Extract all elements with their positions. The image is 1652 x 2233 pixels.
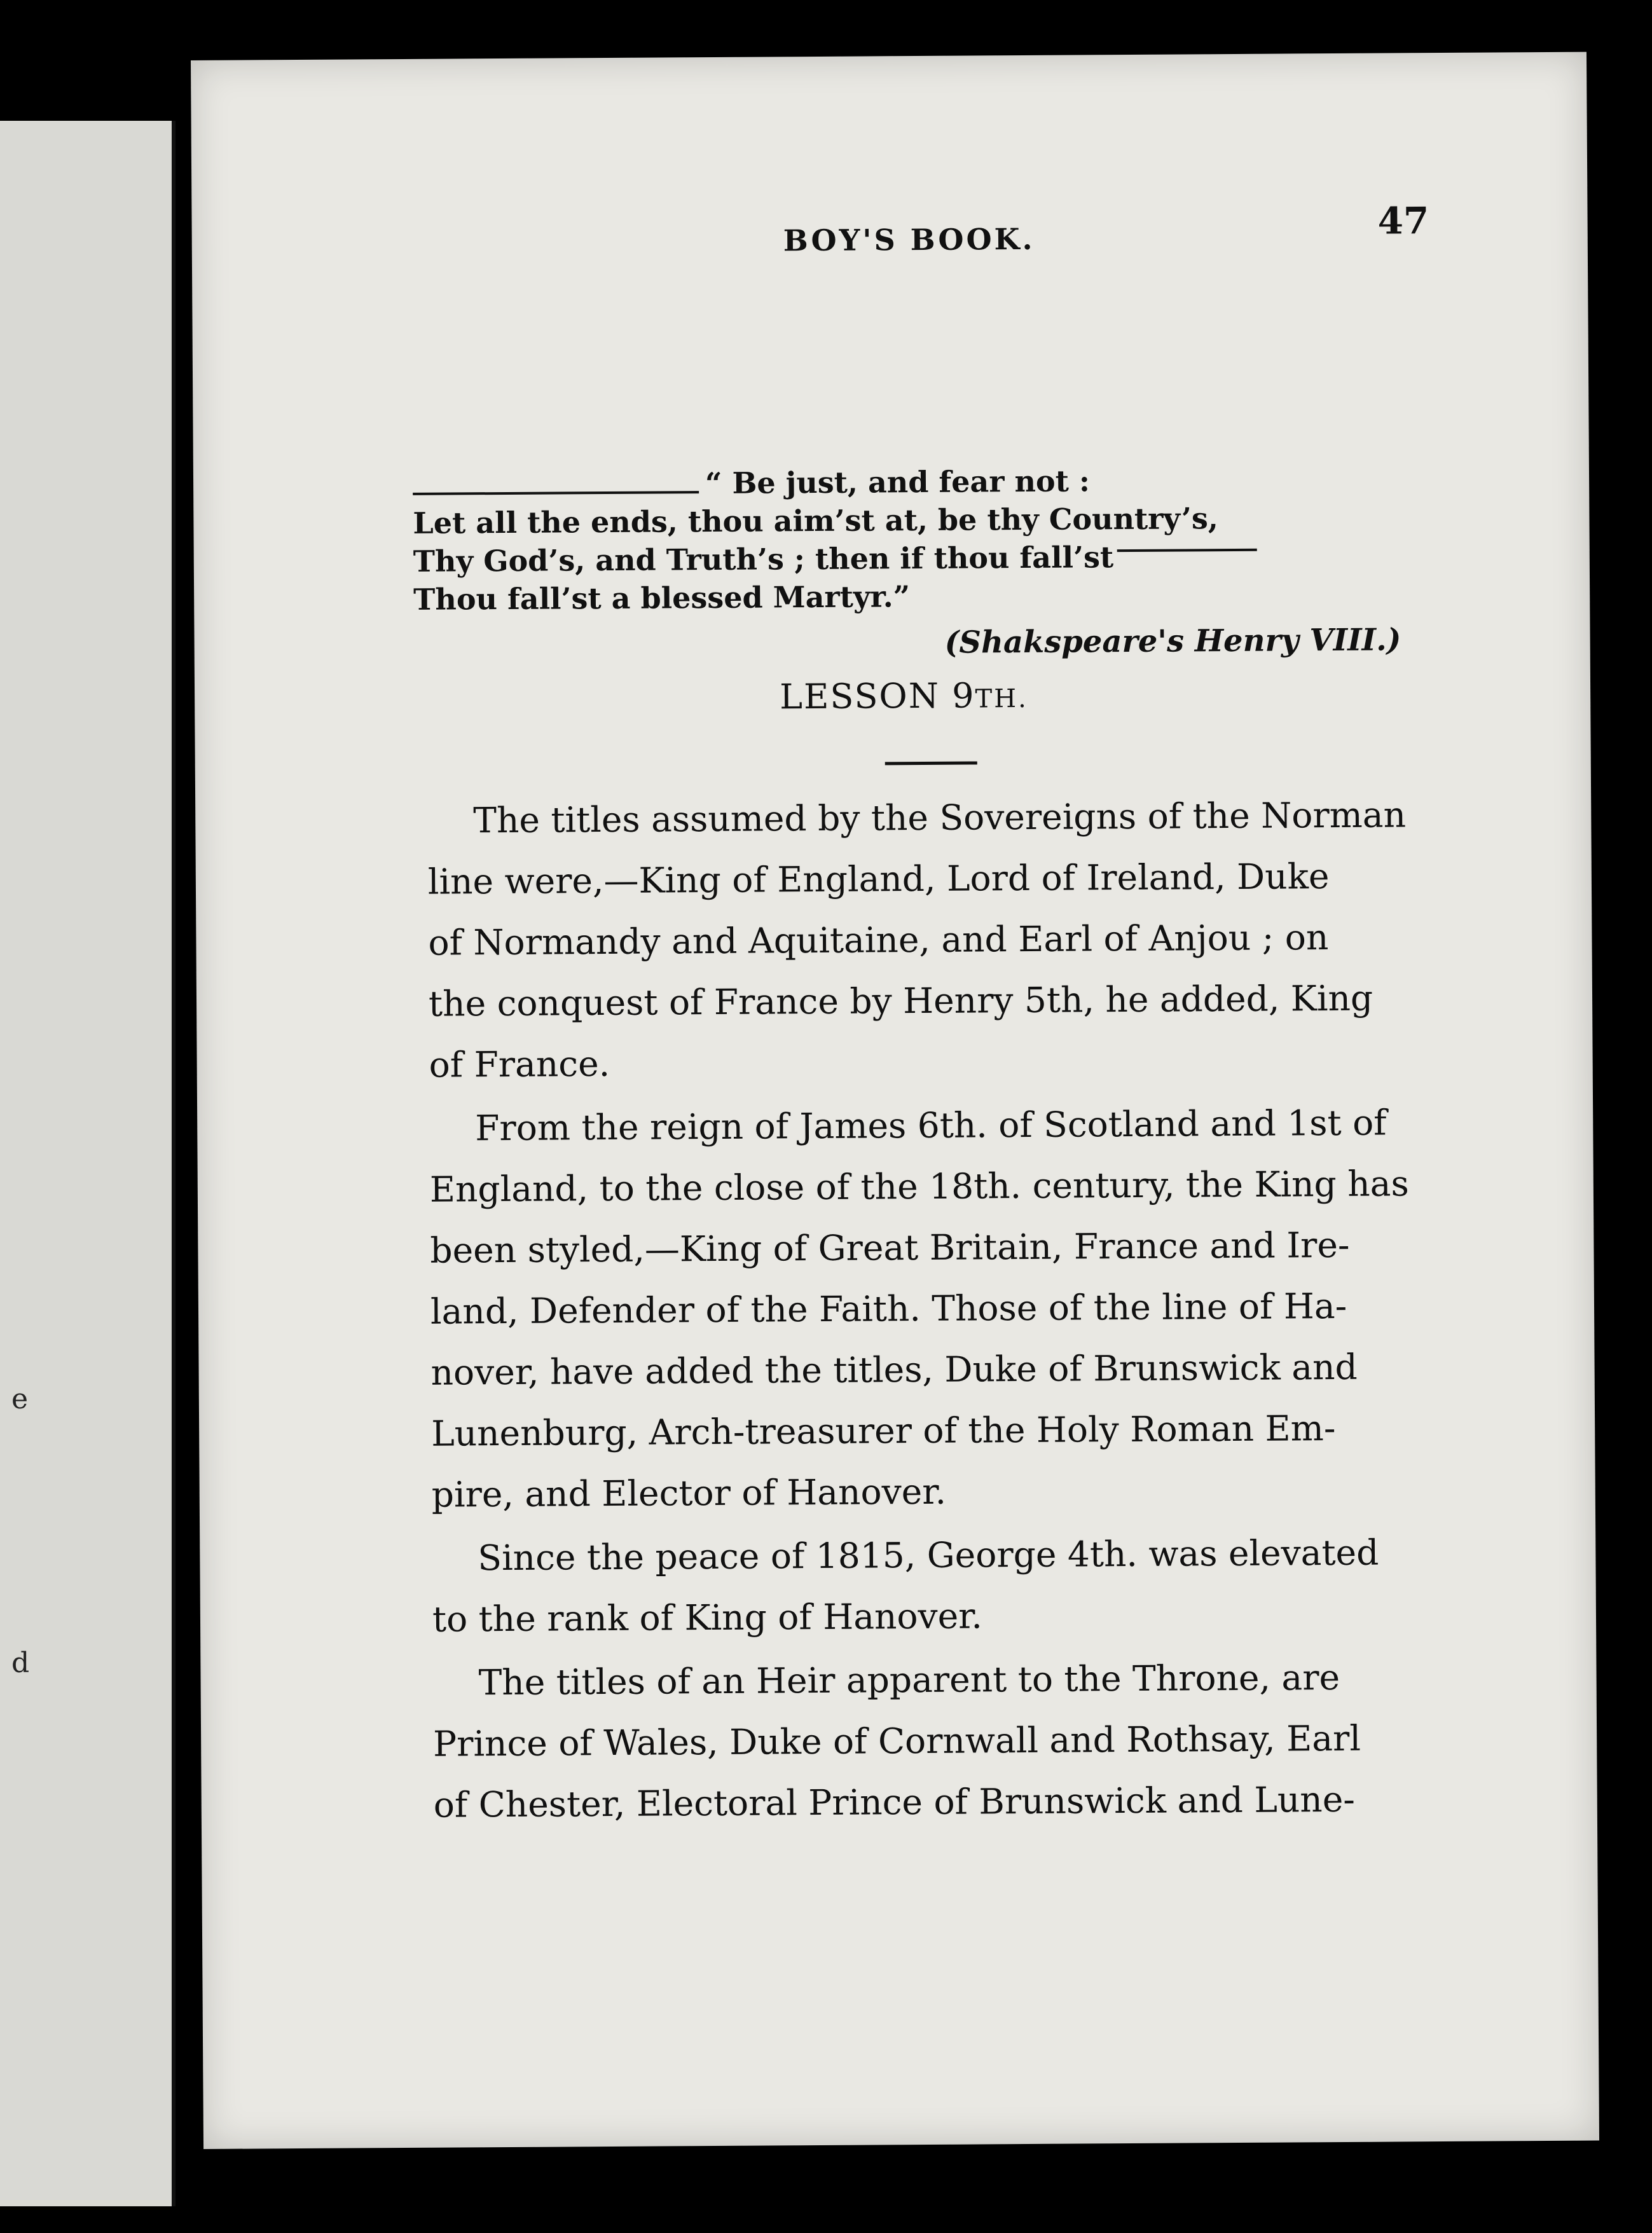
text-line: the conquest of France by Henry 5th, he added, King <box>428 977 1373 1024</box>
epigraph-attribution: (Shakspeare's Henry VIII.) <box>944 622 1401 661</box>
paragraph <box>429 1091 1506 1525</box>
epigraph-line-text: Thy God’s, and Truth’s ; then if thou fall’st <box>413 540 1114 579</box>
epigraph-line <box>413 460 1462 504</box>
page-number: 47 <box>1377 199 1429 243</box>
text-line: nover, have added the titles, Duke of Brunswick and <box>430 1346 1358 1393</box>
text-line: The titles assumed by the Sovereigns of the Norman <box>473 794 1407 841</box>
left-page-fragment: d <box>11 1647 30 1679</box>
epigraph-line-text: “ Be just, and fear not : <box>705 464 1091 501</box>
epigraph-trailing-dash <box>1117 549 1257 552</box>
text-line: Prince of Wales, Duke of Cornwall and Rothsay, Earl <box>432 1717 1361 1764</box>
text-line: of Normandy and Aquitaine, and Earl of Anjou ; on <box>428 917 1329 963</box>
text-line: line were,—King of England, Lord of Ireland, Duke <box>427 856 1330 902</box>
text-line: land, Defender of the Faith. Those of the line of Ha- <box>430 1285 1347 1332</box>
left-page-fragment: e <box>11 1383 29 1415</box>
lesson-title-text: LESSON 9 <box>779 675 975 717</box>
lesson-title <box>780 675 1028 717</box>
epigraph-line <box>413 536 1463 581</box>
text-line: From the reign of James 6th. of Scotland and 1st of <box>475 1102 1387 1149</box>
text-line: England, to the close of the 18th. century, the King has <box>429 1163 1409 1210</box>
left-page-edge <box>0 121 176 2206</box>
text-line: of France. <box>429 1043 610 1085</box>
text-line: to the rank of King of Hanover. <box>432 1595 983 1640</box>
text-line: Lunenburg, Arch-treasurer of the Holy Roman Em- <box>431 1408 1336 1454</box>
epigraph <box>413 460 1463 619</box>
text-line: pire, and Elector of Hanover. <box>431 1471 947 1515</box>
text-line: been styled,—King of Great Britain, France and Ire- <box>430 1224 1350 1271</box>
epigraph-line: Thou fall’st a blessed Martyr.” <box>413 579 911 617</box>
text-line: The titles of an Heir apparent to the Throne, are <box>478 1657 1340 1703</box>
epigraph-line: Let all the ends, thou aim’st at, be thy Country’s, <box>413 501 1218 540</box>
lesson-title-suffix: TH. <box>975 684 1028 714</box>
book-page <box>191 52 1599 2149</box>
running-head: BOY'S BOOK. <box>783 221 1035 258</box>
body-text <box>427 783 1508 1838</box>
text-line: of Chester, Electoral Prince of Brunswick and Lune- <box>433 1778 1356 1825</box>
epigraph-leading-dash <box>413 491 699 495</box>
lesson-divider <box>885 761 977 765</box>
text-line: Since the peace of 1815, George 4th. was elevated <box>478 1532 1379 1579</box>
paragraph <box>432 1646 1508 1835</box>
paragraph <box>432 1521 1507 1649</box>
paragraph <box>427 783 1504 1095</box>
